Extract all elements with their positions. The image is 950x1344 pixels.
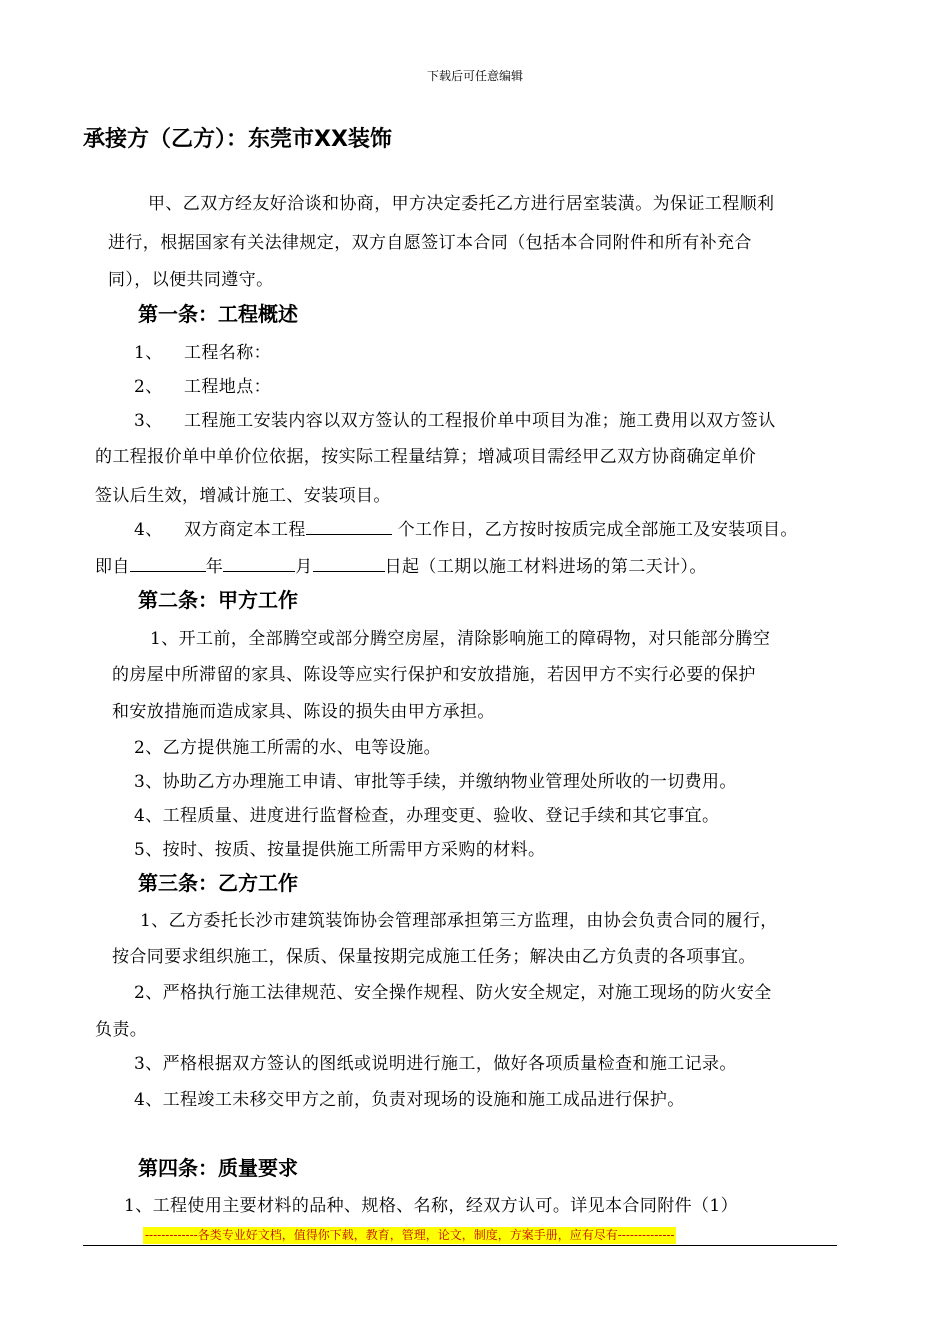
article-1-item-1: [134, 338, 271, 363]
blank-day: [313, 555, 385, 572]
article-1-item-3: [134, 406, 776, 431]
article-3-heading: 第三条：乙方工作: [138, 871, 298, 895]
item-text: 工程施工安装内容以双方签认的工程报价单中项目为准；施工费用以双方签认: [184, 411, 776, 431]
date-prefix: 即自: [95, 557, 130, 577]
article-3-line-2: 按合同要求组织施工，保质、保量按期完成施工任务；解决由乙方负责的各项事宜。: [112, 947, 756, 967]
blank-workdays: [306, 518, 392, 535]
article-2-heading: 第二条：甲方工作: [138, 588, 298, 612]
item-number: 3、: [134, 411, 163, 431]
item-text: 个工作日，乙方按时按质完成全部施工及安装项目。: [397, 520, 798, 540]
month-label: 月: [295, 557, 313, 577]
article-2-line-6: 4、工程质量、进度进行监督检查，办理变更、验收、登记手续和其它事宜。: [134, 806, 720, 826]
article-1-item-3-line-2: 的工程报价单中单价位依据，按实际工程量结算；增减项目需经甲乙双方协商确定单价: [95, 447, 757, 467]
intro-line-2: 进行，根据国家有关法律规定，双方自愿签订本合同（包括本合同附件和所有补充合: [108, 233, 752, 253]
article-3-line-1: 1、乙方委托长沙市建筑装饰协会管理部承担第三方监理，由协会负责合同的履行，: [140, 911, 778, 931]
article-2-line-2: 的房屋中所滞留的家具、陈设等应实行保护和安放措施，若因甲方不实行必要的保护: [112, 665, 756, 685]
article-4-heading: 第四条：质量要求: [138, 1156, 298, 1180]
article-2-line-4: 2、乙方提供施工所需的水、电等设施。: [134, 738, 442, 758]
footer-promo-banner: -------------各类专业好文档，值得你下载，教育，管理，论文，制度，方案手册，应有尽有--------------: [145, 1228, 675, 1242]
intro-line-1: 甲、乙双方经友好洽谈和协商，甲方决定委托乙方进行居室装潢。为保证工程顺利: [148, 194, 775, 214]
intro-line-3: 同），以便共同遵守。: [108, 270, 274, 290]
document-title: 承接方（乙方）：东莞市XX装饰: [83, 127, 392, 152]
item-text: 工程地点：: [184, 377, 271, 397]
article-3-line-4: 负责。: [95, 1020, 148, 1040]
article-3-line-6: 4、工程竣工未移交甲方之前，负责对现场的设施和施工成品进行保护。: [134, 1090, 685, 1110]
blank-month: [223, 555, 295, 572]
item-text: 工程名称：: [184, 343, 271, 363]
article-2-line-7: 5、按时、按质、按量提供施工所需甲方采购的材料。: [134, 840, 546, 860]
article-1-item-3-line-3: 签认后生效，增减计施工、安装项目。: [95, 486, 391, 506]
footer-divider: [83, 1245, 837, 1246]
item-number: 2、: [134, 377, 163, 397]
article-1-item-4: [134, 515, 798, 540]
page-header-note: 下载后可任意编辑: [426, 69, 523, 83]
article-3-line-5: 3、严格根据双方签认的图纸或说明进行施工，做好各项质量检查和施工记录。: [134, 1054, 737, 1074]
article-2-line-5: 3、协助乙方办理施工申请、审批等手续，并缴纳物业管理处所收的一切费用。: [134, 772, 737, 792]
article-2-line-3: 和安放措施而造成家具、陈设的损失由甲方承担。: [112, 702, 495, 722]
blank-year: [130, 555, 206, 572]
article-1-item-2: [134, 372, 271, 397]
article-2-line-1: 1、开工前，全部腾空或部分腾空房屋，清除影响施工的障碍物，对只能部分腾空: [150, 629, 771, 649]
item-number: 4、: [134, 520, 163, 540]
article-1-item-4-dates: [95, 552, 707, 577]
year-label: 年: [205, 557, 224, 577]
item-number: 1、: [134, 343, 163, 363]
article-4-line-1: 1、工程使用主要材料的品种、规格、名称，经双方认可。详见本合同附件（1）: [124, 1196, 739, 1216]
item-text: 双方商定本工程: [184, 520, 306, 540]
article-3-line-3: 2、严格执行施工法律规范、安全操作规程、防火安全规定，对施工现场的防火安全: [134, 983, 772, 1003]
article-1-heading: 第一条：工程概述: [138, 302, 298, 326]
date-suffix: 日起（工期以施工材料进场的第二天计）。: [384, 557, 707, 577]
